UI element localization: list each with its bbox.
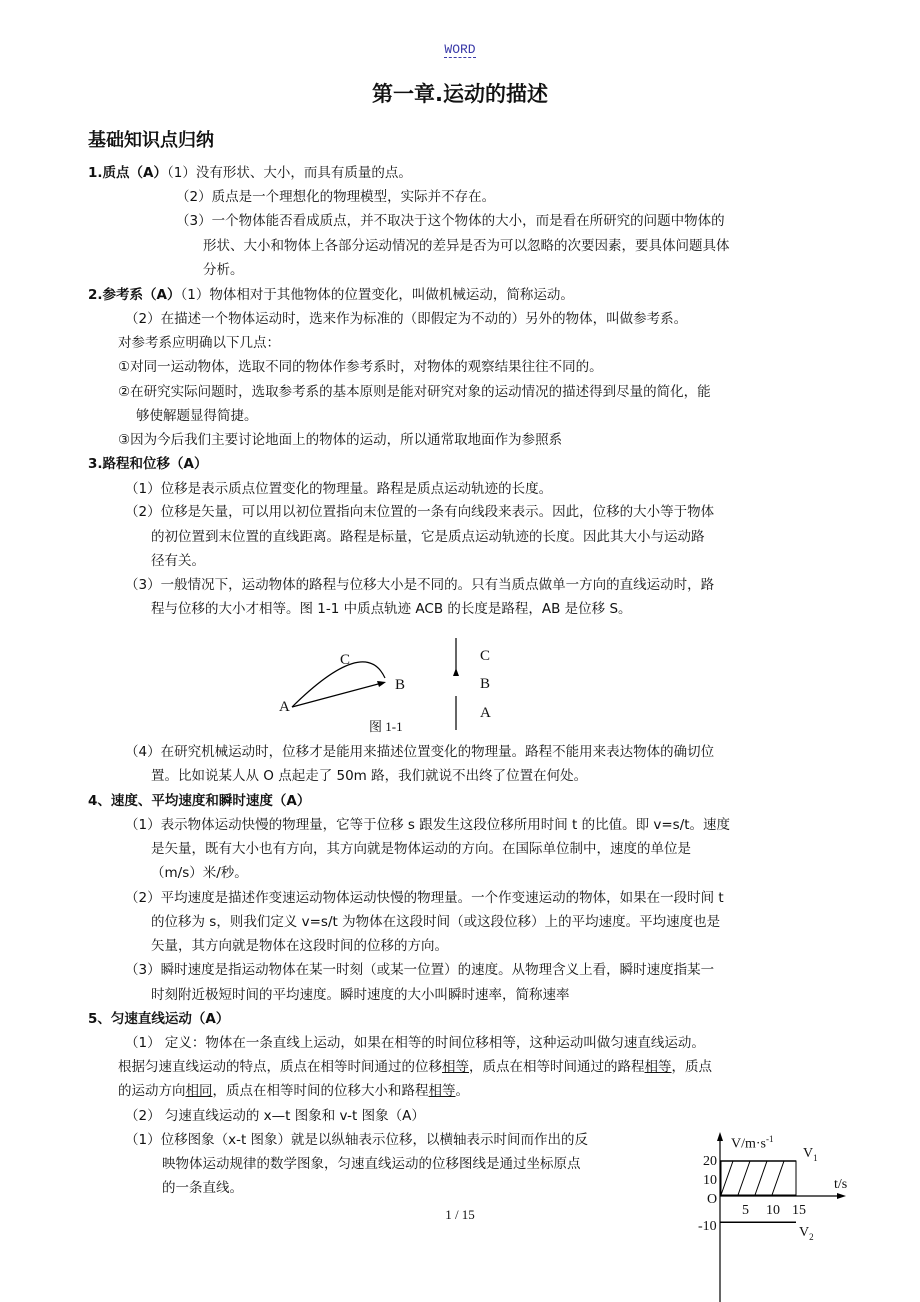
s4-l1: （1）表示物体运动快慢的物理量，它等于位移 s 跟发生这段位移所用时间 t 的比值。即 v=s/t。速度 bbox=[125, 817, 731, 833]
s5-l7: 的一条直线。 bbox=[162, 1180, 243, 1196]
s3-l6: 程与位移的大小才相等。图 1-1 中质点轨迹 ACB 的长度是路程，AB 是位移 S。 bbox=[151, 601, 632, 617]
s2-l7: ③因为今后我们主要讨论地面上的物体的运动，所以通常取地面作为参照系 bbox=[118, 432, 563, 448]
fig-caption: 图 1-1 bbox=[369, 719, 403, 734]
s4-l4: （2）平均速度是描述作变速运动物体运动快慢的物理量。一个作变速运动的物体，如果在一段时间 t bbox=[125, 890, 724, 906]
vt-v2-label bbox=[799, 1225, 814, 1242]
s5-head: 5、匀速直线运动（A） bbox=[88, 1011, 230, 1027]
chapter-title: 第一章.运动的描述 bbox=[372, 82, 548, 106]
vt-xlabel: t/s bbox=[834, 1177, 848, 1192]
s5-l6: 映物体运动规律的数学图象，匀速直线运动的位移图线是通过坐标原点 bbox=[162, 1156, 581, 1172]
s5-l4: （2） 匀速直线运动的 x—t 图象和 v-t 图象（A） bbox=[125, 1108, 425, 1124]
vt-hatch-4 bbox=[772, 1161, 784, 1195]
header-word[interactable] bbox=[0, 42, 920, 57]
s4-l8: 时刻附近极短时间的平均速度。瞬时速度的大小叫瞬时速率，简称速率 bbox=[151, 987, 570, 1003]
vt-xtick-10: 10 bbox=[766, 1203, 780, 1218]
s2-head: 2.参考系（A） bbox=[88, 287, 181, 303]
s5-u1: 相等 bbox=[442, 1059, 469, 1075]
s3-head: 3.路程和位移（A） bbox=[88, 456, 208, 472]
s4-l2: 是矢量，既有大小也有方向，其方向就是物体运动的方向。在国际单位制中，速度的单位是 bbox=[151, 841, 691, 857]
s1-l3: （3）一个物体能否看成质点，并不取决于这个物体的大小，而是看在所研究的问题中物体的 bbox=[176, 213, 725, 229]
s5-l2a: 根据匀速直线运动的特点，质点在相等时间通过的位移 bbox=[118, 1059, 442, 1075]
s3-l8: 置。比如说某人从 O 点起走了 50m 路，我们就说不出终了位置在何处。 bbox=[151, 768, 588, 784]
vt-x-arrow-icon bbox=[837, 1193, 846, 1199]
s5-l1: （1） 定义：物体在一条直线上运动，如果在相等的时间位移相等，这种运动叫做匀速直线运动。 bbox=[125, 1035, 705, 1051]
s5-l3b: ，质点在相等时间的位移大小和路程 bbox=[212, 1083, 429, 1099]
trajectory-acb bbox=[292, 662, 385, 707]
vt-xtick-15: 15 bbox=[792, 1203, 806, 1218]
s3-l3: 的初位置到末位置的直线距离。路程是标量，它是质点运动轨迹的长度。因此其大小与运动路 bbox=[151, 529, 705, 545]
s4-l3: （m/s）米/秒。 bbox=[151, 865, 248, 881]
vt-ytick-neg10: -10 bbox=[698, 1219, 717, 1234]
s2-line1 bbox=[88, 284, 574, 307]
page-number: 1 / 15 bbox=[445, 1207, 475, 1222]
arrow-b-icon bbox=[377, 681, 386, 687]
s5-l3c: 。 bbox=[455, 1083, 469, 1099]
s2-l6: 够使解题显得简捷。 bbox=[136, 408, 258, 424]
s1-l1: （1）没有形状、大小，而具有质量的点。 bbox=[166, 165, 412, 181]
vt-v2-v: V bbox=[799, 1225, 810, 1240]
s2-l1: （1）物体相对于其他物体的位置变化，叫做机械运动，简称运动。 bbox=[180, 287, 574, 303]
section-title: 基础知识点归纳 bbox=[88, 130, 214, 151]
s3-l5: （3）一般情况下，运动物体的路程与位移大小是不同的。只有当质点做单一方向的直线运动时，路 bbox=[125, 577, 715, 593]
vt-y-arrow-icon bbox=[717, 1132, 723, 1141]
s5-l2c: ，质点 bbox=[671, 1059, 712, 1075]
fig-label-a: A bbox=[279, 699, 290, 715]
s3-l2: （2）位移是矢量，可以用以初位置指向末位置的一条有向线段来表示。因此，位移的大小等于物体 bbox=[125, 504, 715, 520]
vt-v2-sub: 2 bbox=[809, 1231, 814, 1242]
s3-l1: （1）位移是表示质点位置变化的物理量。路程是质点运动轨迹的长度。 bbox=[125, 481, 553, 497]
s5-l3a: 的运动方向 bbox=[118, 1083, 186, 1099]
s2-l3: 对参考系应明确以下几点： bbox=[118, 335, 280, 351]
s5-l2 bbox=[118, 1056, 712, 1079]
s1-l5: 分析。 bbox=[203, 262, 244, 278]
fig-label-b: B bbox=[395, 677, 406, 693]
vt-area-rect bbox=[721, 1161, 796, 1195]
s4-l7: （3）瞬时速度是指运动物体在某一时刻（或某一位置）的速度。从物理含义上看，瞬时速度指某一 bbox=[125, 962, 715, 978]
vt-ylabel bbox=[731, 1134, 774, 1153]
vt-hatch-3 bbox=[755, 1161, 767, 1195]
fig-vert-c: C bbox=[480, 648, 491, 664]
vt-hatch-1 bbox=[721, 1161, 733, 1195]
s2-l5: ②在研究实际问题时，选取参考系的基本原则是能对研究对象的运动情况的描述得到尽量的简化，能 bbox=[118, 384, 711, 400]
s3-l7: （4）在研究机械运动时，位移才是能用来描述位置变化的物理量。路程不能用来表达物体的确切位 bbox=[125, 744, 715, 760]
s1-head: 1.质点（A） bbox=[88, 165, 167, 181]
s5-l3 bbox=[118, 1080, 469, 1103]
s5-u2: 相等 bbox=[644, 1059, 672, 1075]
vt-ytick-10: 10 bbox=[703, 1173, 717, 1188]
s2-l2: （2）在描述一个物体运动时，选来作为标准的（即假定为不动的）另外的物体，叫做参考系。 bbox=[125, 311, 688, 327]
fig-vert-b: B bbox=[480, 676, 491, 692]
s4-l5: 的位移为 s，则我们定义 v=s/t 为物体在这段时间（或这段位移）上的平均速度。平均速度也是 bbox=[151, 914, 721, 930]
vt-v1-sub: 1 bbox=[813, 1152, 818, 1163]
s1-l2: （2）质点是一个理想化的物理模型，实际并不存在。 bbox=[176, 189, 496, 205]
vt-ytick-o: O bbox=[707, 1192, 718, 1207]
s2-l4: ①对同一运动物体，选取不同的物体作参考系时，对物体的观察结果往往不同的。 bbox=[118, 359, 603, 375]
s4-head: 4、速度、平均速度和瞬时速度（A） bbox=[88, 793, 311, 809]
fig-vert-a: A bbox=[480, 705, 491, 721]
vt-ylabel-text: V/m·s bbox=[731, 1136, 766, 1152]
vt-ytick-20: 20 bbox=[703, 1154, 717, 1169]
vt-hatch-2 bbox=[738, 1161, 750, 1195]
vt-v1-label bbox=[803, 1146, 818, 1163]
vt-v1-v: V bbox=[803, 1146, 814, 1161]
vt-ylabel-sup: -1 bbox=[766, 1134, 774, 1144]
s3-l4: 径有关。 bbox=[151, 553, 205, 569]
fig-label-c: C bbox=[340, 652, 351, 668]
s5-u4: 相等 bbox=[428, 1083, 456, 1099]
s5-l2b: ，质点在相等时间通过的路程 bbox=[469, 1059, 645, 1075]
s4-l6: 矢量，其方向就是物体在这段时间的位移的方向。 bbox=[151, 938, 448, 954]
s5-u3: 相同 bbox=[185, 1083, 213, 1099]
s1-l4: 形状、大小和物体上各部分运动情况的差异是否为可以忽略的次要因素，要具体问题具体 bbox=[203, 238, 730, 254]
s5-l5: （1）位移图象（x-t 图象）就是以纵轴表示位移，以横轴表示时间而作出的反 bbox=[125, 1132, 589, 1148]
s1-line1 bbox=[88, 162, 412, 185]
vt-xtick-5: 5 bbox=[742, 1203, 749, 1218]
header-word-link[interactable]: WORD bbox=[444, 42, 476, 57]
